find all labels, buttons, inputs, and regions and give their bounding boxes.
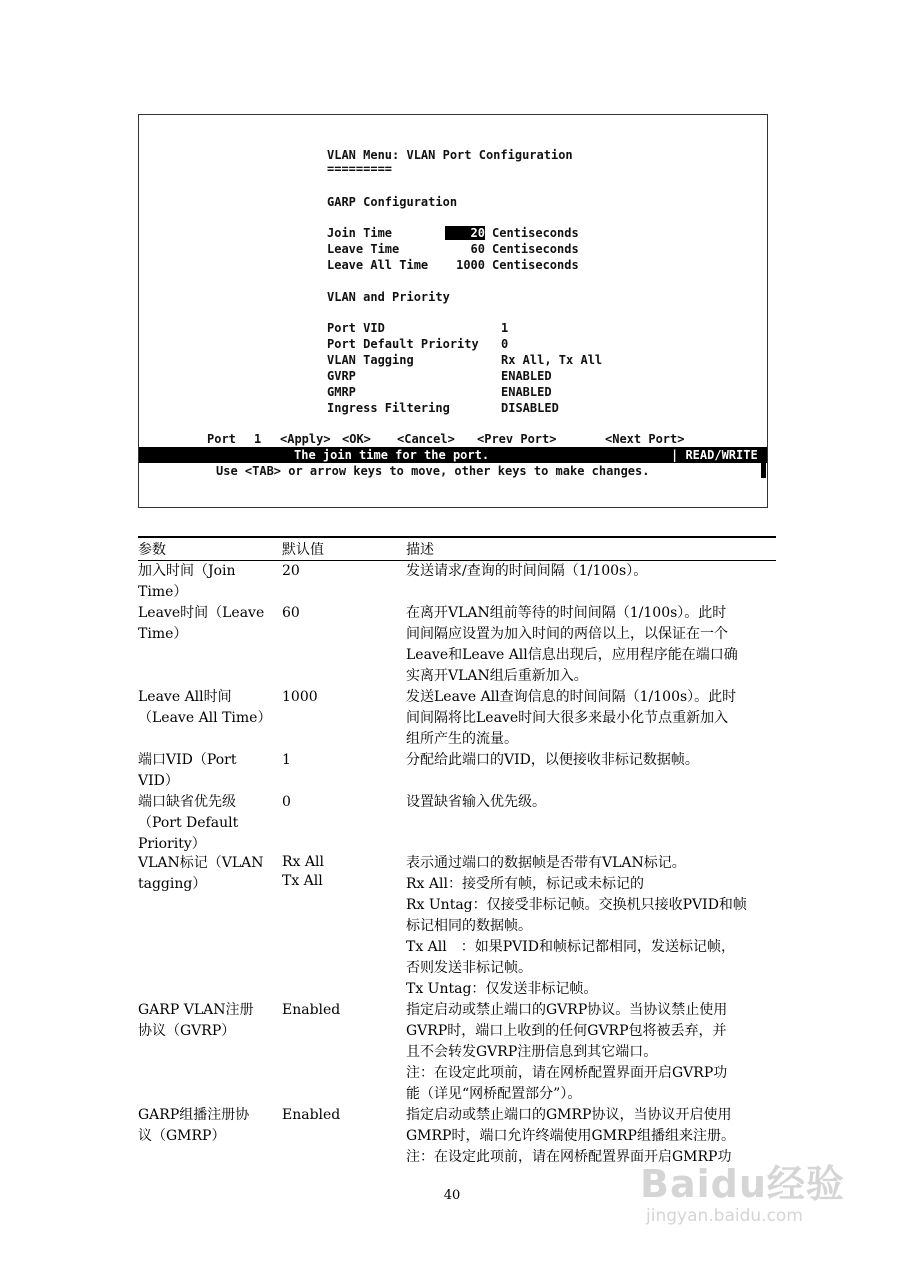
port-default-priority-field[interactable]: 0: [501, 337, 509, 351]
default-cell: 1000: [282, 689, 318, 705]
desc-cell: 发送Leave All查询信息的时间间隔（1/100s）。此时: [406, 689, 737, 705]
join-time-label: Join Time: [327, 226, 393, 240]
cancel-button[interactable]: <Cancel>: [397, 432, 455, 446]
port-vid-label: Port VID: [327, 321, 385, 335]
header-desc: 描述: [406, 542, 434, 558]
param-cell: 议（GMRP）: [138, 1128, 226, 1144]
param-cell: VLAN标记（VLAN: [138, 855, 264, 871]
default-cell: 1: [282, 752, 291, 768]
table-row: [138, 561, 776, 603]
leave-all-time-unit: Centiseconds: [492, 258, 579, 272]
watermark-logo: Baidu经验: [640, 1162, 845, 1206]
menu-title: VLAN Menu: VLAN Port Configuration: [327, 148, 573, 162]
desc-cell: 注：在设定此项前，请在网桥配置界面开启GMRP功: [406, 1149, 732, 1165]
port-number-field[interactable]: 1: [254, 432, 262, 446]
desc-cell: Tx Untag：仅发送非标记帧。: [406, 981, 598, 997]
param-cell: GARP VLAN注册: [138, 1002, 254, 1018]
leave-all-time-input[interactable]: 1000: [456, 258, 485, 272]
vlan-tagging-label: VLAN Tagging: [327, 353, 414, 367]
port-label: Port: [207, 432, 236, 446]
title-underline: =========: [327, 162, 393, 176]
desc-cell: 注：在设定此项前，请在网桥配置界面开启GVRP功: [406, 1065, 728, 1081]
status-bar: [139, 447, 767, 463]
table-row: [138, 1000, 776, 1105]
table-row: [138, 687, 776, 750]
desc-cell: Rx All：接受所有帧，标记或未标记的: [406, 876, 644, 892]
default-cell: Enabled: [282, 1002, 341, 1018]
param-cell: VID）: [138, 773, 179, 789]
desc-cell: 实离开VLAN组后重新加入。: [406, 668, 588, 684]
ok-button[interactable]: <OK>: [342, 432, 371, 446]
param-cell: （Port Default: [138, 815, 239, 831]
leave-time-input[interactable]: 60: [470, 242, 485, 256]
desc-cell: GVRP时，端口上收到的任何GVRP包将被丢弃，并: [406, 1023, 727, 1039]
desc-cell: Tx All ：如果PVID和帧标记都相同，发送标记帧，: [406, 939, 736, 955]
default-cell: 20: [282, 563, 300, 579]
param-cell: tagging）: [138, 876, 207, 892]
desc-cell: 能（详见“网桥配置部分”）。: [406, 1086, 582, 1102]
port-vid-field[interactable]: 1: [501, 321, 509, 335]
apply-button[interactable]: <Apply>: [280, 432, 331, 446]
next-port-button[interactable]: <Next Port>: [605, 432, 685, 446]
leave-time-unit: Centiseconds: [492, 242, 579, 256]
ingress-filtering-label: Ingress Filtering: [327, 401, 450, 415]
baidu-watermark: [640, 1162, 870, 1262]
parameter-table: [138, 536, 776, 1168]
param-cell: 端口缺省优先级: [138, 794, 236, 810]
desc-cell: Rx Untag：仅接受非标记帧。交换机只接收PVID和帧: [406, 897, 747, 913]
default-cell: 60: [282, 605, 300, 621]
param-cell: Time）: [138, 626, 188, 642]
param-cell: Leave All时间: [138, 689, 232, 705]
desc-cell: 间间隔将比Leave时间大很多来最小化节点重新加入: [406, 710, 729, 726]
default-cell: Rx All: [282, 854, 324, 870]
watermark-url: jingyan.baidu.com: [646, 1206, 803, 1226]
leave-all-time-label: Leave All Time: [327, 258, 429, 272]
desc-cell: 分配给此端口的VID，以便接收非标记数据帧。: [406, 752, 699, 768]
text-cursor: [761, 462, 766, 478]
status-message: The join time for the port.: [294, 448, 490, 462]
default-cell: 0: [282, 794, 291, 810]
desc-cell: 标记相同的数据帧。: [406, 918, 532, 934]
desc-cell: 表示通过端口的数据帧是否带有VLAN标记。: [406, 855, 686, 871]
table-row: [138, 853, 776, 1000]
param-cell: GARP组播注册协: [138, 1107, 250, 1123]
param-cell: （Leave All Time）: [138, 710, 272, 726]
desc-cell: 否则发送非标记帧。: [406, 960, 532, 976]
table-row: [138, 1105, 776, 1168]
vlan-tagging-field[interactable]: Rx All, Tx All: [501, 353, 603, 367]
gvrp-field[interactable]: ENABLED: [501, 369, 552, 383]
desc-cell: 在离开VLAN组前等待的时间间隔（1/100s）。此时: [406, 605, 727, 621]
desc-cell: 指定启动或禁止端口的GMRP协议，当协议开启使用: [406, 1107, 732, 1123]
param-cell: 加入时间（Join: [138, 563, 236, 579]
terminal-screenshot: [138, 114, 768, 508]
access-mode-indicator: | READ/WRITE: [671, 448, 758, 462]
desc-cell: 且不会转发GVRP注册信息到其它端口。: [406, 1044, 658, 1060]
table-header: [138, 536, 776, 561]
leave-time-label: Leave Time: [327, 242, 400, 256]
table-row: [138, 792, 776, 855]
gmrp-field[interactable]: ENABLED: [501, 385, 552, 399]
desc-cell: 指定启动或禁止端口的GVRP协议。当协议禁止使用: [406, 1002, 728, 1018]
param-cell: 端口VID（Port: [138, 752, 237, 768]
page-number: 40: [443, 1188, 461, 1203]
vlan-priority-heading: VLAN and Priority: [327, 290, 450, 304]
header-param: 参数: [138, 542, 166, 558]
navigation-hint: Use <TAB> or arrow keys to move, other keys to make changes.: [216, 464, 650, 478]
header-default: 默认值: [282, 542, 324, 558]
table-row: [138, 750, 776, 792]
join-time-input[interactable]: 20: [445, 226, 485, 240]
desc-cell: 发送请求/查询的时间间隔（1/100s）。: [406, 563, 648, 579]
join-time-unit: Centiseconds: [492, 226, 579, 240]
param-cell: Leave时间（Leave: [138, 605, 265, 621]
garp-heading: GARP Configuration: [327, 195, 458, 209]
param-cell: 协议（GVRP）: [138, 1023, 236, 1039]
default-cell: Tx All: [282, 873, 323, 889]
default-cell: Enabled: [282, 1107, 341, 1123]
desc-cell: 间间隔应设置为加入时间的两倍以上，以保证在一个: [406, 626, 728, 642]
desc-cell: 设置缺省输入优先级。: [406, 794, 546, 810]
table-row: [138, 603, 776, 687]
prev-port-button[interactable]: <Prev Port>: [477, 432, 557, 446]
gmrp-label: GMRP: [327, 385, 356, 399]
desc-cell: 组所产生的流量。: [406, 731, 518, 747]
ingress-filtering-field[interactable]: DISABLED: [501, 401, 559, 415]
desc-cell: Leave和Leave All信息出现后，应用程序能在端口确: [406, 647, 738, 663]
param-cell: Priority）: [138, 836, 206, 852]
gvrp-label: GVRP: [327, 369, 356, 383]
port-default-priority-label: Port Default Priority: [327, 337, 479, 351]
param-cell: Time）: [138, 584, 188, 600]
desc-cell: GMRP时，端口允许终端使用GMRP组播组来注册。: [406, 1128, 735, 1144]
